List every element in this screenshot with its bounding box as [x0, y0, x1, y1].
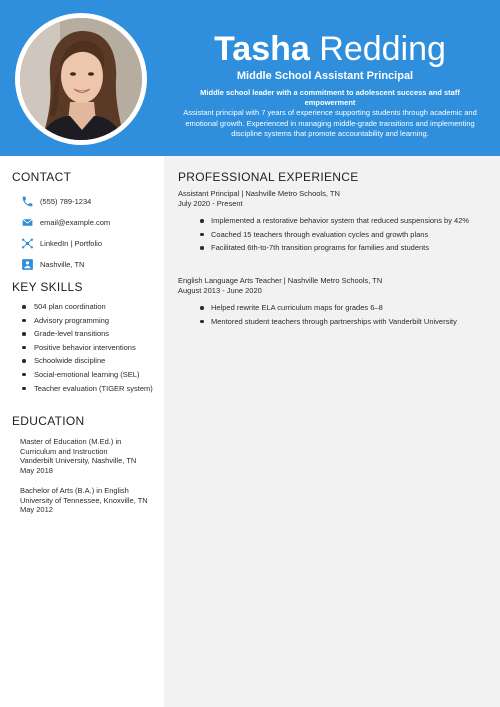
- email-icon: [20, 215, 34, 229]
- left-column: [0, 156, 164, 707]
- network-icon: [20, 236, 34, 250]
- list-item: Grade-level transitions: [20, 329, 155, 339]
- contact-heading-text: CONTACT: [12, 170, 72, 184]
- graduation-date: May 2012: [20, 505, 53, 515]
- job-entry: [178, 189, 488, 257]
- summary: Assistant principal with 7 years of experience supporting students through academic and emotional growth. Experienced in managing middle-grade transitions and implementing discipline systems that promote accountability and learning.: [183, 108, 477, 138]
- job-role: Assistant Principal | Nashville Metro Schools, TN: [178, 189, 340, 198]
- experience-heading-text: PROFESSIONAL EXPERIENCE: [178, 170, 359, 184]
- right-column: [164, 156, 500, 707]
- skills-heading-text: KEY SKILLS: [12, 280, 83, 294]
- job-dates: July 2020 - Present: [178, 198, 243, 208]
- list-item: Schoolwide discipline: [20, 356, 155, 366]
- degree: Master of Education (M.Ed.) in Curriculum and Instruction: [20, 437, 122, 456]
- skills-list: [20, 302, 155, 397]
- job-bullets: [178, 216, 488, 253]
- list-item: Implemented a restorative behavior system that reduced suspensions by 42%: [178, 216, 488, 226]
- contact-phone: [20, 194, 91, 208]
- contact-links[interactable]: [20, 236, 102, 250]
- list-item: 504 plan coordination: [20, 302, 155, 312]
- list-item: Social-emotional learning (SEL): [20, 370, 155, 380]
- education-heading: [12, 414, 84, 428]
- contact-heading: [12, 170, 71, 184]
- education-entry: [20, 437, 155, 476]
- resume-header: [0, 0, 500, 156]
- phone-number: (555) 789-1234: [40, 196, 92, 206]
- skills-heading: [12, 280, 83, 294]
- list-item: Facilitated 6th-to-7th transition programs for families and students: [178, 243, 488, 253]
- list-item: Advisory programming: [20, 316, 155, 326]
- list-item: Mentored student teachers through partnerships with Vanderbilt University: [178, 317, 488, 327]
- experience-heading: [178, 170, 359, 184]
- location: Nashville, TN: [40, 259, 85, 269]
- profile-photo-frame: [15, 13, 147, 145]
- degree: Bachelor of Arts (B.A.) in English: [20, 486, 129, 495]
- last-name: Redding: [319, 30, 446, 68]
- list-item: Positive behavior interventions: [20, 343, 155, 353]
- profile-photo: [20, 18, 142, 140]
- job-entry: [178, 276, 488, 330]
- list-item: Teacher evaluation (TIGER system): [20, 384, 155, 394]
- contact-location: [20, 257, 84, 271]
- phone-icon: [20, 194, 34, 208]
- candidate-name: [160, 28, 500, 70]
- school: University of Tennessee, Knoxville, TN: [20, 495, 148, 505]
- location-icon: [20, 257, 34, 271]
- education-entry: [20, 486, 155, 515]
- school: Vanderbilt University, Nashville, TN: [20, 456, 137, 466]
- job-bullets: [178, 303, 488, 327]
- email-address[interactable]: email@example.com: [40, 217, 111, 227]
- contact-email[interactable]: [20, 215, 110, 229]
- list-item: Coached 15 teachers through evaluation cycles and growth plans: [178, 230, 488, 240]
- job-dates: August 2013 - June 2020: [178, 285, 262, 295]
- job-title: Middle School Assistant Principal: [236, 70, 414, 82]
- first-name: Tasha: [214, 30, 310, 68]
- graduation-date: May 2018: [20, 466, 53, 476]
- education-heading-text: EDUCATION: [12, 414, 85, 428]
- job-role: English Language Arts Teacher | Nashville Metro Schools, TN: [178, 276, 383, 285]
- list-item: Helped rewrite ELA curriculum maps for grades 6–8: [178, 303, 488, 313]
- profile-links[interactable]: LinkedIn | Portfolio: [40, 238, 102, 248]
- tagline: Middle school leader with a commitment to adolescent success and staff empowerment: [200, 88, 460, 107]
